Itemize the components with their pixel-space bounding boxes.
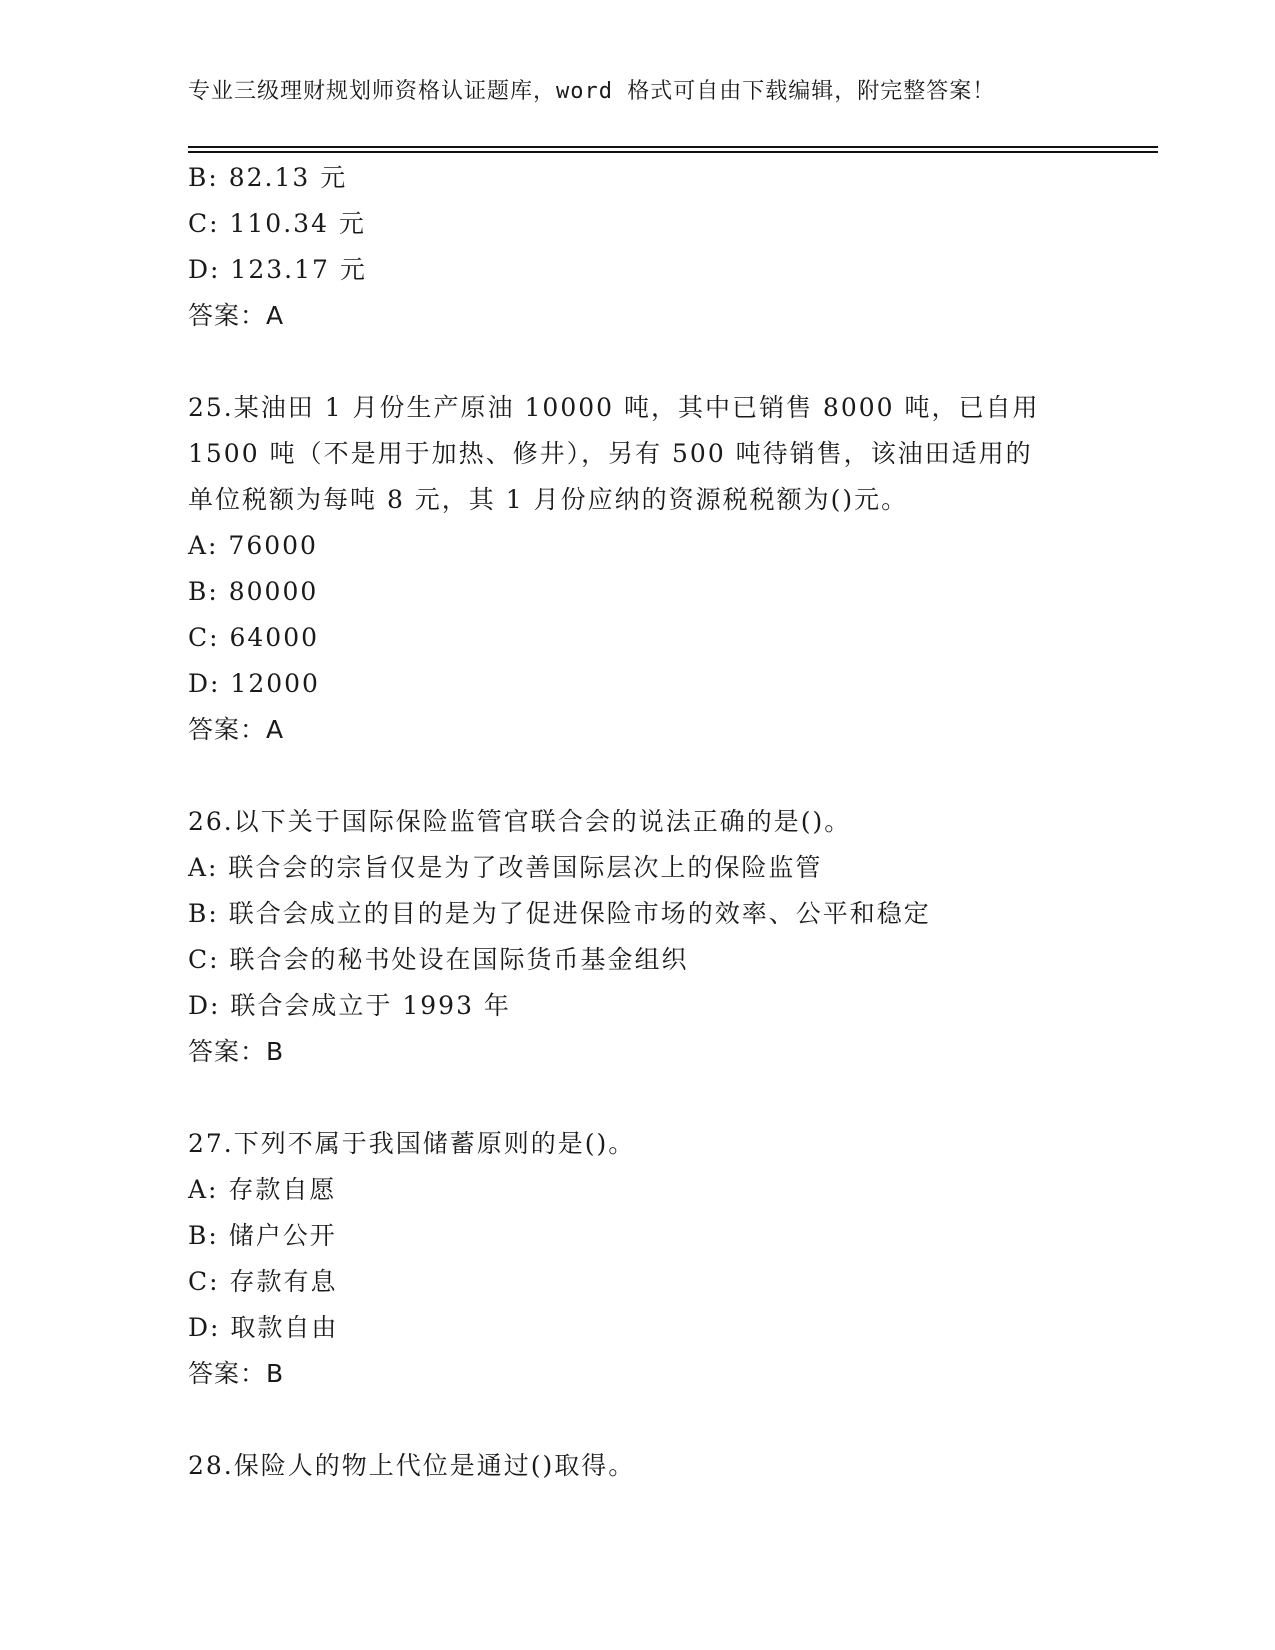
question-stem-line: 28.保险人的物上代位是通过()取得。 xyxy=(188,1451,636,1480)
option-a: A: 联合会的宗旨仅是为了改善国际层次上的保险监管 xyxy=(188,853,823,882)
question-stem-line: 26.以下关于国际保险监管官联合会的说法正确的是()。 xyxy=(188,807,852,836)
answer-line: 答案：A xyxy=(188,301,285,330)
option-d: D: 取款自由 xyxy=(188,1313,339,1342)
question-27 xyxy=(188,1121,1128,1397)
option-a: A: 76000 xyxy=(188,531,318,560)
option-b: B: 联合会成立的目的是为了促进保险市场的效率、公平和稳定 xyxy=(188,899,931,928)
question-stem-line: 1500 吨（不是用于加热、修井），另有 500 吨待销售，该油田适用的 xyxy=(188,439,1033,468)
spacer xyxy=(188,339,1128,385)
question-26 xyxy=(188,799,1128,1075)
option-a: A: 存款自愿 xyxy=(188,1175,337,1204)
page-header: 专业三级理财规划师资格认证题库，word 格式可自由下载编辑，附完整答案！ xyxy=(188,79,996,104)
question-25 xyxy=(188,385,1128,753)
answer-line: 答案：B xyxy=(188,1037,285,1066)
option-d: D: 12000 xyxy=(188,669,320,698)
prev-question-block xyxy=(188,155,1128,339)
option-b: B: 82.13 元 xyxy=(188,163,348,192)
option-c: C: 110.34 元 xyxy=(188,209,366,238)
option-c: C: 联合会的秘书处设在国际货币基金组织 xyxy=(188,945,689,974)
option-d: D: 123.17 元 xyxy=(188,255,367,284)
option-c: C: 64000 xyxy=(188,623,320,652)
question-content xyxy=(188,155,1128,1489)
option-b: B: 80000 xyxy=(188,577,319,606)
option-c: C: 存款有息 xyxy=(188,1267,338,1296)
question-stem-line: 单位税额为每吨 8 元，其 1 月份应纳的资源税税额为()元。 xyxy=(188,485,909,514)
answer-line: 答案：B xyxy=(188,1359,285,1388)
question-stem-line: 27.下列不属于我国储蓄原则的是()。 xyxy=(188,1129,636,1158)
option-d: D: 联合会成立于 1993 年 xyxy=(188,991,511,1020)
option-b: B: 储户公开 xyxy=(188,1221,337,1250)
spacer xyxy=(188,753,1128,799)
header-rule-bottom xyxy=(188,151,1158,153)
spacer xyxy=(188,1075,1128,1121)
answer-line: 答案：A xyxy=(188,715,285,744)
question-stem-line: 25.某油田 1 月份生产原油 10000 吨，其中已销售 8000 吨，已自用 xyxy=(188,393,1040,422)
header-rule-top xyxy=(188,146,1158,148)
question-28 xyxy=(188,1443,1128,1489)
spacer xyxy=(188,1397,1128,1443)
